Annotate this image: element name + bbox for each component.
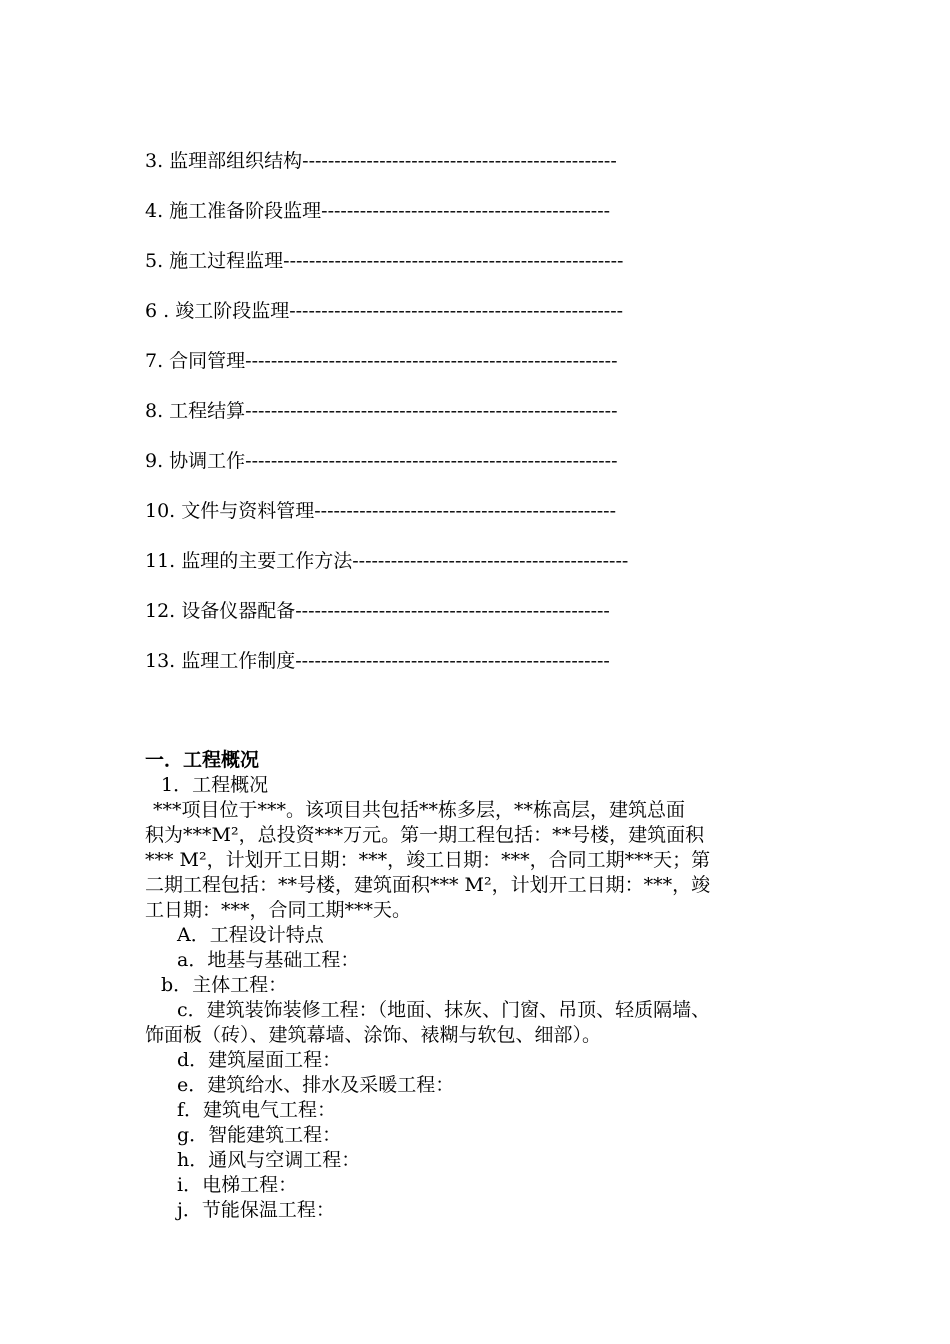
list-item: h．通风与空调工程： — [177, 1149, 361, 1171]
section-body — [145, 748, 825, 1223]
toc-item[interactable]: 11. 监理的主要工作方法------------------------------------------- — [145, 550, 629, 572]
list-item: e．建筑给水、排水及采暖工程： — [177, 1074, 455, 1096]
section-heading: 一．工程概况 — [145, 749, 260, 771]
overview-line: 二期工程包括：**号楼，建筑面积*** M²，计划开工日期：***，竣 — [145, 874, 711, 896]
design-features-title: A．工程设计特点 — [177, 924, 324, 946]
toc-item[interactable]: 12. 设备仪器配备------------------------------------------------- — [145, 600, 610, 622]
list-item: f．建筑电气工程： — [177, 1099, 337, 1121]
table-of-contents — [145, 148, 705, 698]
toc-item[interactable]: 6 . 竣工阶段监理---------------------------------------------------- — [145, 300, 624, 322]
overview-paragraph — [145, 798, 825, 923]
list-item: j．节能保温工程： — [177, 1199, 335, 1221]
overview-line: 工日期：***，合同工期***天。 — [145, 899, 412, 921]
list-item: d．建筑屋面工程： — [177, 1049, 342, 1071]
toc-item[interactable]: 5. 施工过程监理----------------------------------------------------- — [145, 250, 624, 272]
list-item: g．智能建筑工程： — [177, 1124, 342, 1146]
list-item: c．建筑装饰装修工程：（地面、抹灰、门窗、吊顶、轻质隔墙、 — [177, 999, 711, 1021]
overview-line: ***项目位于***。该项目共包括**栋多层，**栋高层，建筑总面 — [153, 799, 686, 821]
toc-item[interactable]: 8. 工程结算---------------------------------------------------------- — [145, 400, 618, 422]
sub-heading: 1．工程概况 — [161, 774, 269, 796]
toc-item[interactable]: 9. 协调工作---------------------------------------------------------- — [145, 450, 618, 472]
list-item: b．主体工程： — [161, 974, 288, 996]
list-item: i．电梯工程： — [177, 1174, 298, 1196]
toc-item[interactable]: 3. 监理部组织结构------------------------------------------------- — [145, 150, 617, 172]
toc-item[interactable]: 10. 文件与资料管理----------------------------------------------- — [145, 500, 616, 522]
toc-item[interactable]: 4. 施工准备阶段监理--------------------------------------------- — [145, 200, 611, 222]
list-item: a．地基与基础工程： — [177, 949, 360, 971]
overview-line: 积为***M²，总投资***万元。第一期工程包括：**号楼，建筑面积 — [145, 824, 705, 846]
toc-item[interactable]: 13. 监理工作制度------------------------------------------------- — [145, 650, 610, 672]
toc-item[interactable]: 7. 合同管理---------------------------------------------------------- — [145, 350, 618, 372]
overview-line: *** M²，计划开工日期：***，竣工日期：***，合同工期***天；第 — [145, 849, 711, 871]
list-item-continuation: 饰面板（砖）、建筑幕墙、涂饰、裱糊与软包、细部）。 — [145, 1024, 602, 1046]
